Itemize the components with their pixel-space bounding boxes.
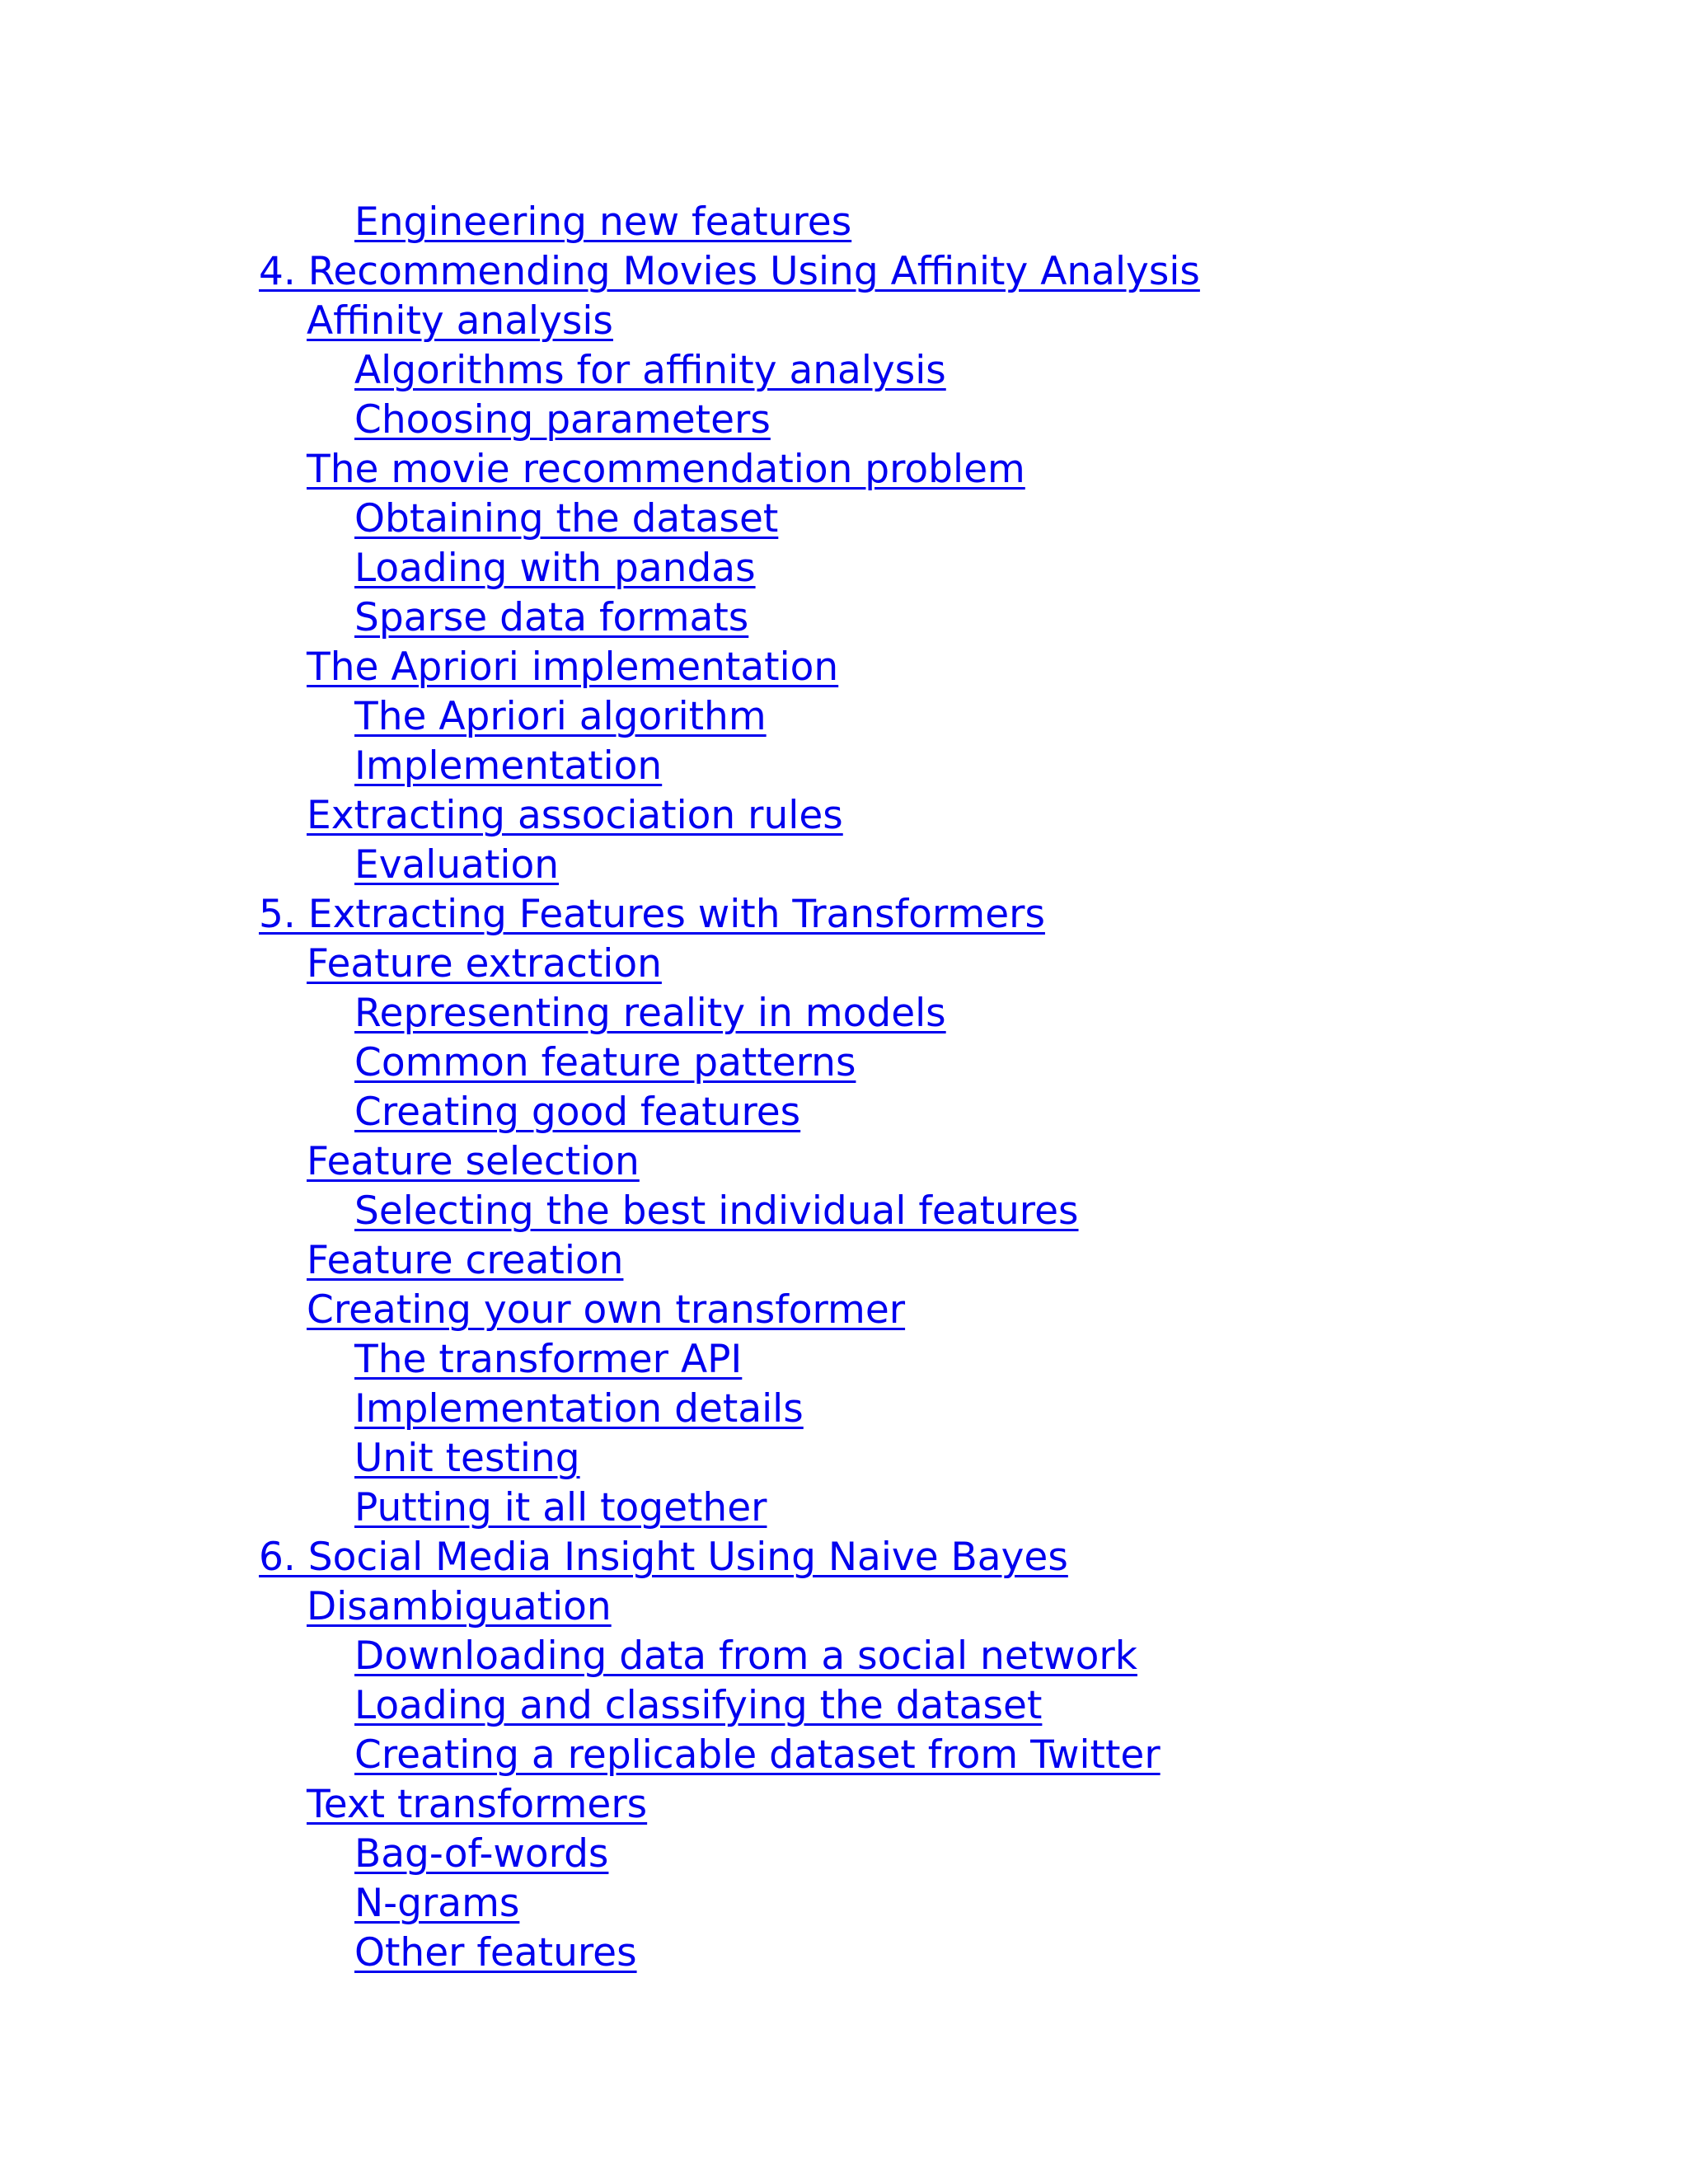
- table-of-contents: [259, 198, 1200, 1978]
- toc-section-link[interactable]: N-grams: [354, 1881, 520, 1926]
- toc-entry-level-3: [259, 1187, 1200, 1236]
- toc-entry-level-3: [259, 1879, 1200, 1929]
- toc-section-link[interactable]: Selecting the best individual features: [354, 1188, 1079, 1234]
- toc-section-link[interactable]: Implementation: [354, 743, 663, 789]
- toc-section-link[interactable]: Putting it all together: [354, 1485, 767, 1530]
- toc-entry-level-3: [259, 346, 1200, 396]
- toc-section-link[interactable]: Downloading data from a social network: [354, 1633, 1137, 1679]
- toc-entry-level-3: [259, 692, 1200, 742]
- toc-entry-level-3: [259, 1830, 1200, 1879]
- toc-entry-level-3: [259, 1483, 1200, 1533]
- toc-section-link[interactable]: Creating a replicable dataset from Twitter: [354, 1732, 1160, 1778]
- toc-section-link[interactable]: Evaluation: [354, 842, 559, 888]
- toc-entry-level-3: [259, 1632, 1200, 1681]
- toc-section-link[interactable]: The Apriori algorithm: [354, 694, 767, 739]
- toc-entry-level-2: [259, 297, 1200, 346]
- toc-section-link[interactable]: The transformer API: [354, 1337, 743, 1382]
- toc-section-link[interactable]: Creating your own transformer: [307, 1287, 906, 1333]
- toc-section-link[interactable]: Loading and classifying the dataset: [354, 1683, 1043, 1728]
- toc-section-link[interactable]: Engineering new features: [354, 199, 852, 245]
- toc-entry-level-1: [259, 247, 1200, 297]
- toc-section-link[interactable]: Sparse data formats: [354, 595, 749, 640]
- toc-chapter-link[interactable]: 4. Recommending Movies Using Affinity Analysis: [259, 249, 1200, 294]
- toc-entry-level-3: [259, 742, 1200, 791]
- toc-entry-level-2: [259, 940, 1200, 989]
- toc-section-link[interactable]: The Apriori implementation: [307, 644, 839, 690]
- toc-entry-level-3: [259, 1038, 1200, 1088]
- toc-entry-level-3: [259, 1731, 1200, 1780]
- toc-entry-level-3: [259, 593, 1200, 643]
- toc-section-link[interactable]: Choosing parameters: [354, 397, 771, 443]
- toc-chapter-link[interactable]: 6. Social Media Insight Using Naive Bayes: [259, 1535, 1068, 1580]
- toc-section-link[interactable]: Extracting association rules: [307, 793, 843, 838]
- toc-section-link[interactable]: The movie recommendation problem: [307, 447, 1025, 492]
- toc-entry-level-2: [259, 445, 1200, 494]
- toc-entry-level-2: [259, 1236, 1200, 1286]
- toc-entry-level-3: [259, 198, 1200, 247]
- toc-entry-level-3: [259, 989, 1200, 1038]
- toc-entry-level-3: [259, 1385, 1200, 1434]
- toc-section-link[interactable]: Common feature patterns: [354, 1040, 856, 1085]
- toc-entry-level-3: [259, 396, 1200, 445]
- toc-section-link[interactable]: Algorithms for affinity analysis: [354, 348, 946, 393]
- toc-entry-level-3: [259, 1434, 1200, 1483]
- toc-entry-level-3: [259, 1335, 1200, 1385]
- toc-section-link[interactable]: Unit testing: [354, 1436, 580, 1481]
- toc-section-link[interactable]: Creating good features: [354, 1090, 801, 1135]
- toc-section-link[interactable]: Disambiguation: [307, 1584, 612, 1629]
- toc-entry-level-2: [259, 1582, 1200, 1632]
- toc-entry-level-1: [259, 890, 1200, 940]
- toc-entry-level-2: [259, 643, 1200, 692]
- toc-entry-level-2: [259, 1286, 1200, 1335]
- toc-section-link[interactable]: Feature creation: [307, 1238, 624, 1283]
- toc-chapter-link[interactable]: 5. Extracting Features with Transformers: [259, 892, 1045, 937]
- toc-entry-level-3: [259, 841, 1200, 890]
- toc-entry-level-2: [259, 1780, 1200, 1830]
- toc-section-link[interactable]: Obtaining the dataset: [354, 496, 779, 541]
- toc-entry-level-3: [259, 1929, 1200, 1978]
- toc-section-link[interactable]: Text transformers: [307, 1782, 648, 1827]
- toc-section-link[interactable]: Implementation details: [354, 1386, 804, 1432]
- toc-section-link[interactable]: Loading with pandas: [354, 546, 756, 591]
- toc-entry-level-3: [259, 1681, 1200, 1731]
- toc-entry-level-3: [259, 1088, 1200, 1137]
- toc-section-link[interactable]: Feature extraction: [307, 941, 662, 987]
- toc-section-link[interactable]: Representing reality in models: [354, 991, 946, 1036]
- toc-entry-level-1: [259, 1533, 1200, 1582]
- toc-section-link[interactable]: Feature selection: [307, 1139, 640, 1184]
- toc-entry-level-2: [259, 791, 1200, 841]
- toc-entry-level-3: [259, 544, 1200, 593]
- toc-section-link[interactable]: Bag-of-words: [354, 1831, 609, 1877]
- toc-entry-level-3: [259, 494, 1200, 544]
- toc-section-link[interactable]: Other features: [354, 1930, 637, 1975]
- toc-entry-level-2: [259, 1137, 1200, 1187]
- toc-section-link[interactable]: Affinity analysis: [307, 298, 613, 344]
